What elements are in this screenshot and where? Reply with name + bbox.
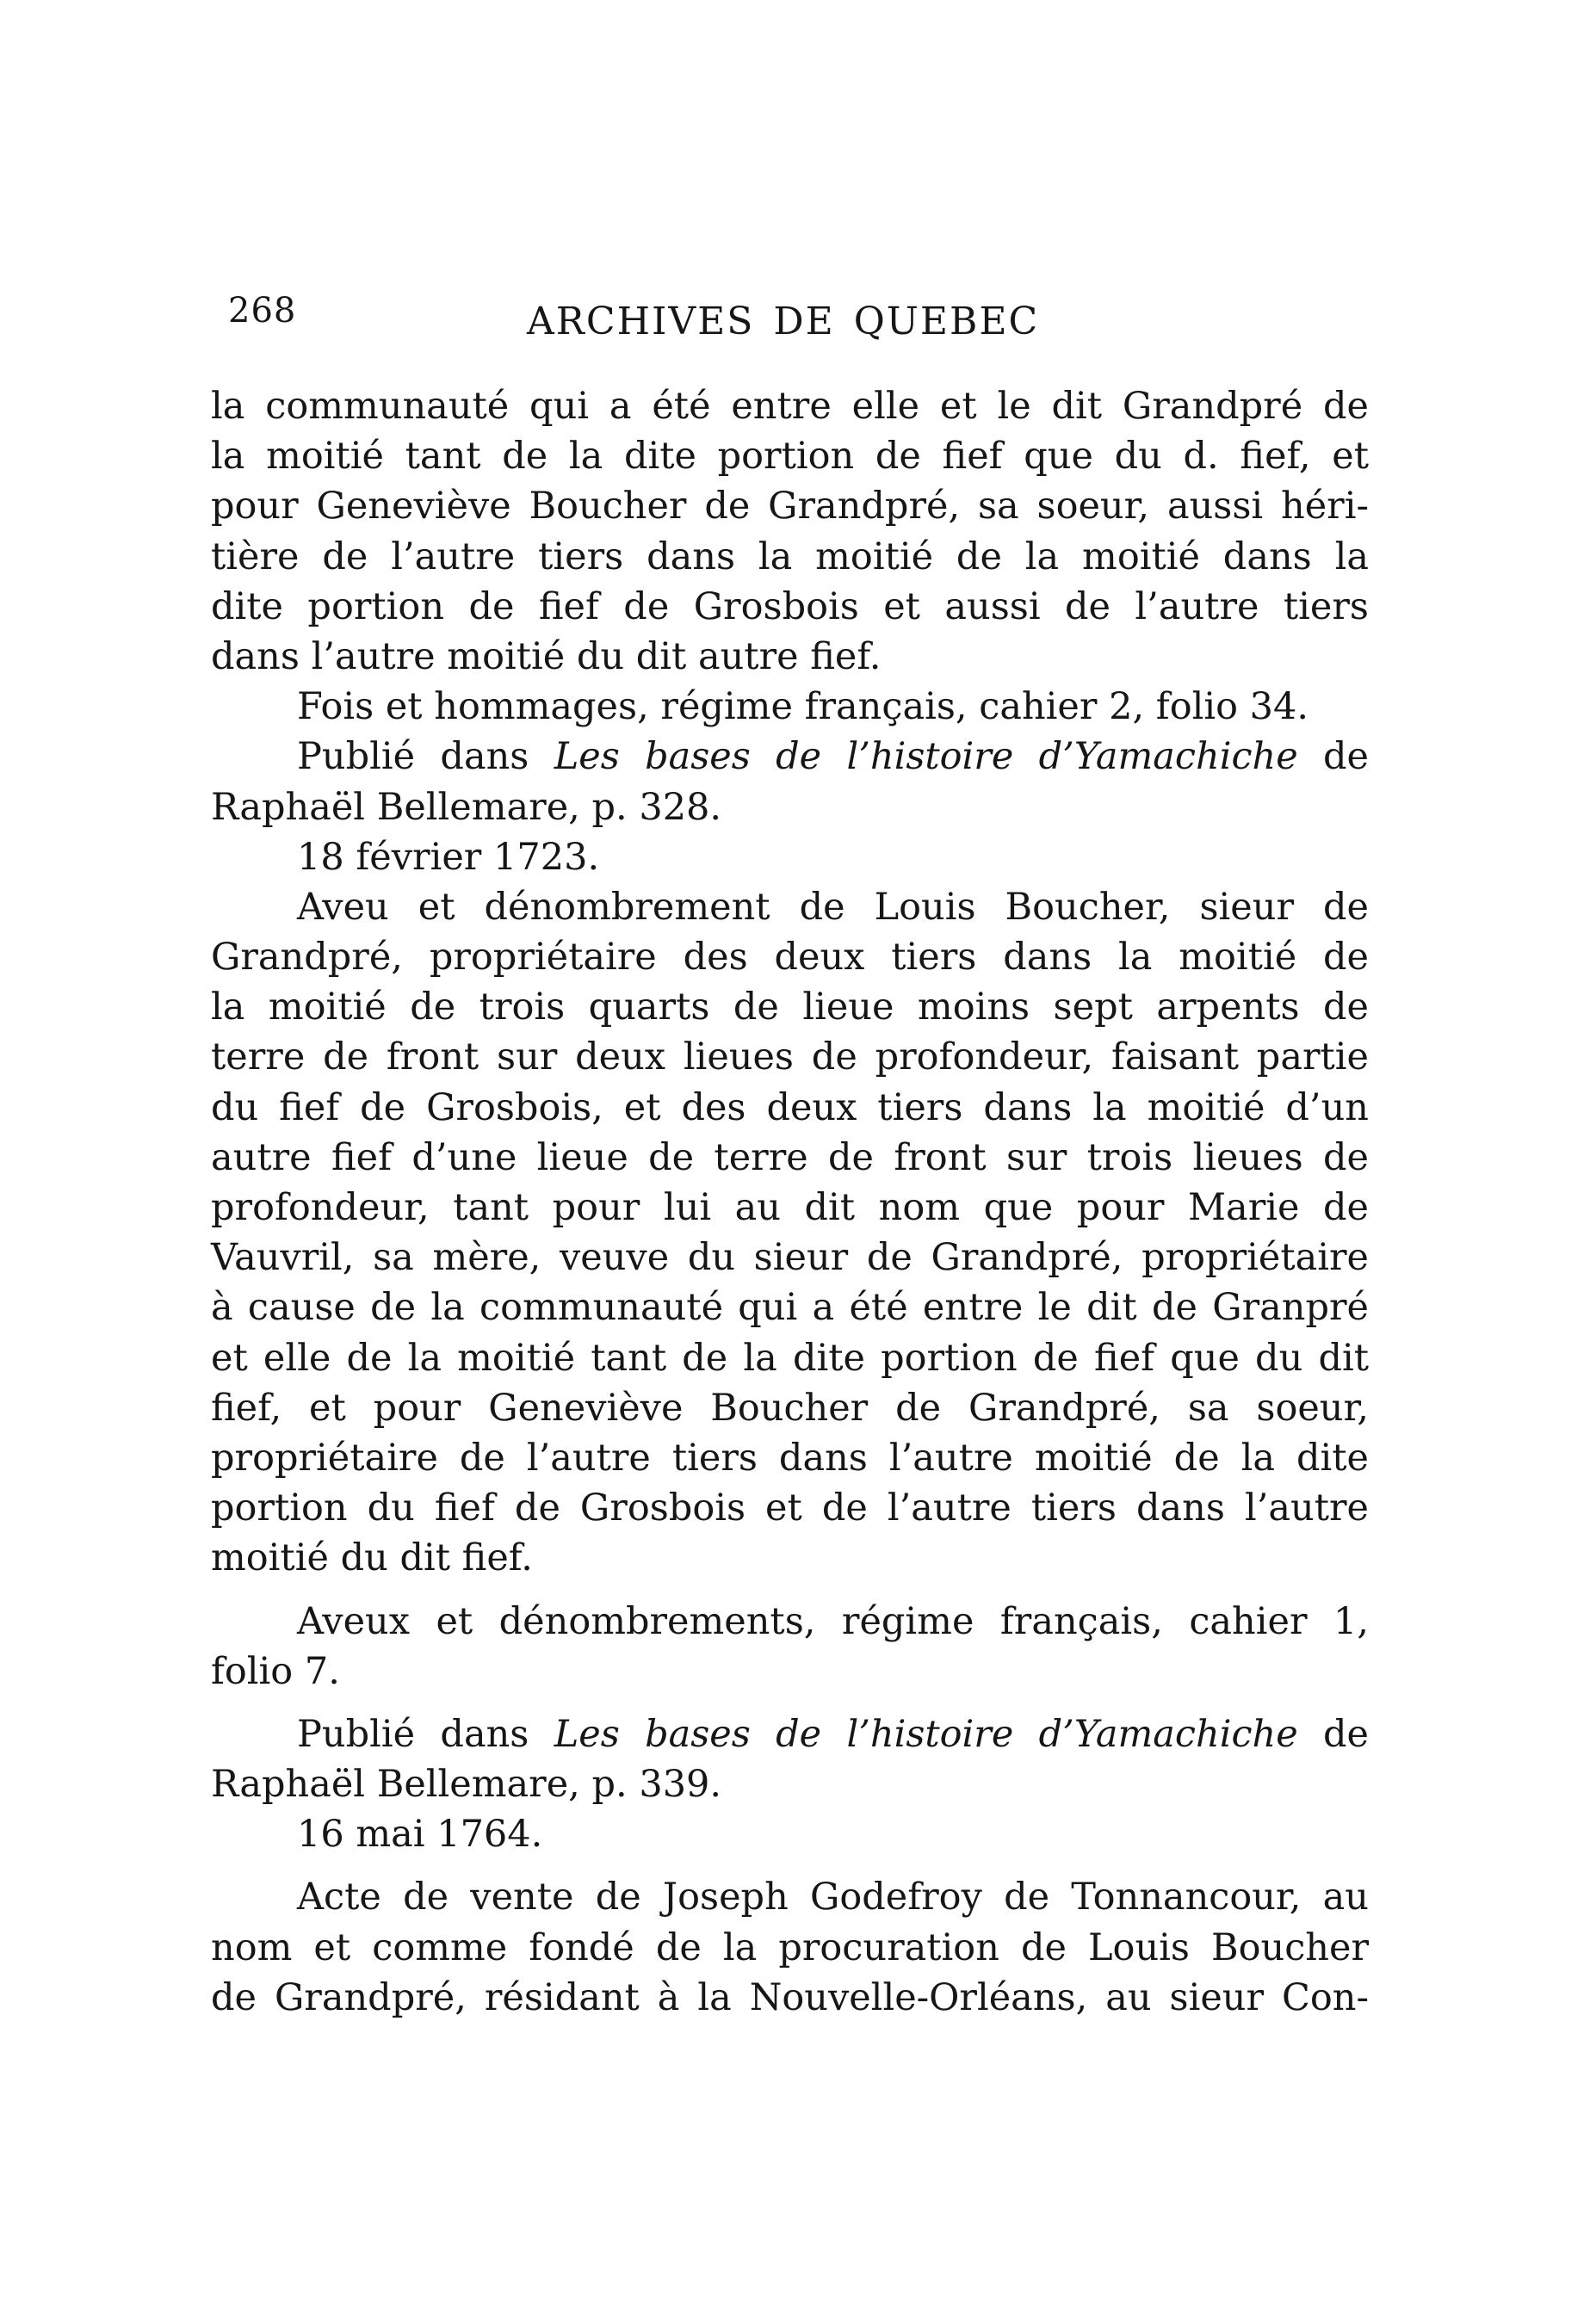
text-line: de Grandpré, résidant à la Nouvelle-Orléans, au sieur Con-: [211, 1975, 1369, 2019]
text-line: dite portion de fief de Grosbois et aussi de l’autre tiers: [211, 584, 1369, 628]
text-line: à cause de la communauté qui a été entre le dit de Granpré: [211, 1286, 1369, 1330]
text-line: la communauté qui a été entre elle et le dit Grandpré de: [211, 385, 1369, 428]
text-line: nom et comme fondé de la procuration de Louis Boucher: [211, 1925, 1369, 1969]
text-line: fief, et pour Geneviève Boucher de Grandpré, sa soeur,: [211, 1386, 1369, 1430]
text-line: et elle de la moitié tant de la dite portion de fief que du dit: [211, 1336, 1369, 1380]
paragraph-acte-de-vente: [211, 1872, 1369, 2023]
paragraph-gap: [211, 1584, 1369, 1597]
text-line: Vauvril, sa mère, veuve du sieur de Grandpré, propriétaire: [211, 1236, 1369, 1280]
text-line: du fief de Grosbois, et des deux tiers dans la moitié d’un: [211, 1085, 1369, 1129]
paragraph-aveu-denombrement: [211, 882, 1369, 1584]
text-line: portion du fief de Grosbois et de l’autre tiers dans l’autre: [211, 1486, 1369, 1530]
paragraph-continuation: [211, 381, 1369, 682]
text-line: autre fief d’une lieue de terre de front sur trois lieues de: [211, 1135, 1369, 1179]
text-fragment: de: [1297, 735, 1369, 779]
text-line: la moitié tant de la dite portion de fief que du d. fief, et: [211, 435, 1369, 479]
text-line: moitié du dit fief.: [211, 1536, 533, 1580]
body-text: [211, 381, 1369, 2023]
text-line: [211, 1709, 1369, 1759]
date-line: 16 mai 1764.: [297, 1813, 543, 1857]
text-line: profondeur, tant pour lui au dit nom que pour Marie de: [211, 1186, 1369, 1229]
text-line: Acte de vente de Joseph Godefroy de Tonnancour, au: [297, 1876, 1369, 1919]
text-line: Aveu et dénombrement de Louis Boucher, sieur de: [297, 885, 1369, 929]
running-title: ARCHIVES DE QUEBEC: [527, 300, 1040, 343]
page-number: 268: [228, 291, 297, 331]
book-title: Les bases de l’histoire d’Yamachiche: [554, 1712, 1298, 1756]
text-line: la moitié de trois quarts de lieue moins sept arpents de: [211, 986, 1369, 1029]
text-line: Raphaël Bellemare, p. 328.: [211, 785, 722, 829]
date-line: 18 février 1723.: [297, 835, 600, 879]
text-line: dans l’autre moitié du dit autre fief.: [211, 634, 882, 678]
text-fragment: Publié dans: [297, 1712, 554, 1756]
book-title: Les bases de l’histoire d’Yamachiche: [554, 735, 1298, 779]
text-line: pour Geneviève Boucher de Grandpré, sa soeur, aussi héri-: [211, 485, 1369, 528]
running-head: [207, 291, 1360, 351]
paragraph-publication-2: [211, 1709, 1369, 1809]
text-line: propriétaire de l’autre tiers dans l’autre moitié de la dite: [211, 1436, 1369, 1480]
text-line: Grandpré, propriétaire des deux tiers dans la moitié de: [211, 936, 1369, 980]
text-line: tière de l’autre tiers dans la moitié de la moitié dans la: [211, 535, 1369, 578]
paragraph-date-1723: [211, 832, 1369, 882]
paragraph-gap: [211, 1859, 1369, 1872]
paragraph-gap: [211, 1697, 1369, 1709]
text-fragment: Publié dans: [297, 735, 554, 779]
text-line: Fois et hommages, régime français, cahier 2, folio 34.: [297, 685, 1309, 729]
text-line: Aveux et dénombrements, régime français, cahier 1,: [297, 1599, 1369, 1643]
text-line: [211, 732, 1369, 782]
paragraph-date-1764: [211, 1809, 1369, 1859]
paragraph-publication-1: [211, 732, 1369, 831]
text-line: terre de front sur deux lieues de profondeur, faisant partie: [211, 1035, 1369, 1079]
paragraph-source-aveux: [211, 1597, 1369, 1697]
text-fragment: de: [1297, 1712, 1369, 1756]
text-line: folio 7.: [211, 1649, 340, 1693]
paragraph-source-fois-hommages: [211, 682, 1369, 732]
text-line: Raphaël Bellemare, p. 339.: [211, 1763, 722, 1807]
